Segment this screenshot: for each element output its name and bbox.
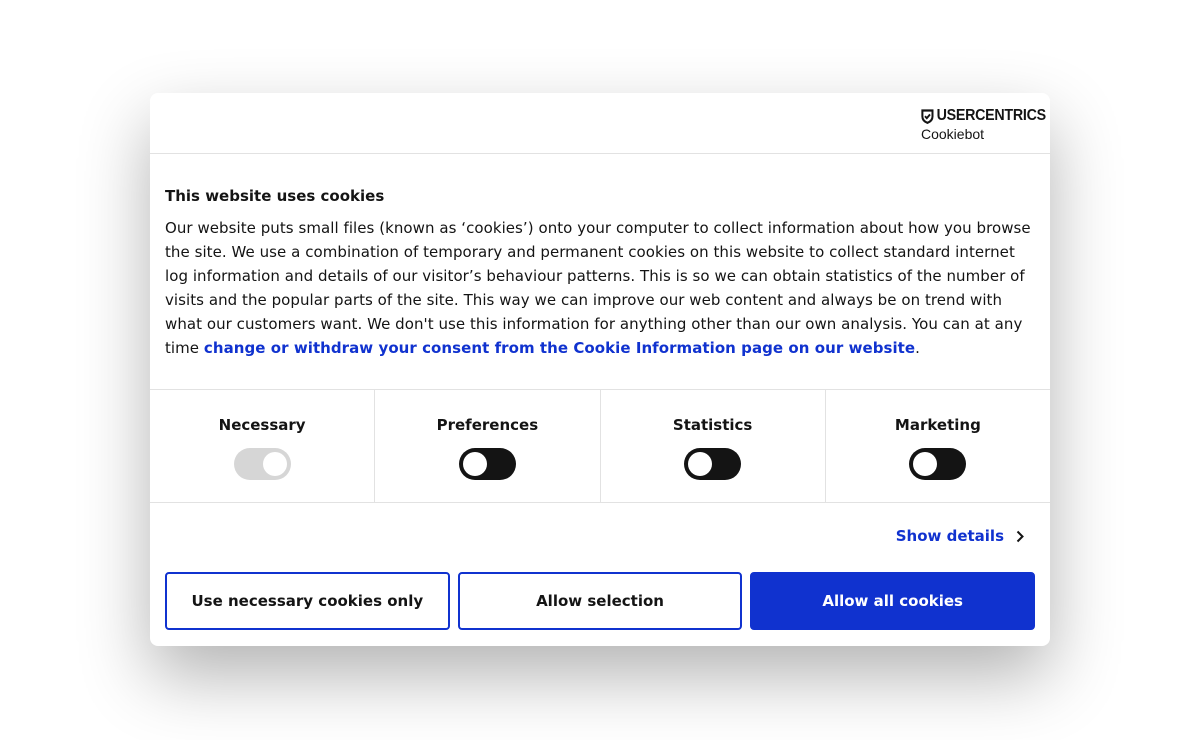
toggle-knob	[688, 452, 712, 476]
toggle-necessary	[234, 448, 291, 480]
shield-check-icon	[921, 109, 934, 124]
use-necessary-only-button[interactable]: Use necessary cookies only	[165, 572, 450, 630]
category-preferences	[375, 390, 600, 502]
consent-description	[165, 216, 1035, 360]
toggle-label-preferences: Preferences	[436, 416, 539, 434]
brand-name: USERCENTRICS	[936, 107, 1046, 124]
cookie-consent-dialog	[150, 93, 1050, 646]
show-details-label: Show details	[895, 527, 1004, 545]
description-text: Our website puts small files (known as ‘cookies’) onto your computer to collect information about how you browse the site. We use a combination of temporary and permanent cookies on this website to collect standard internet log information and details of our visitor’s behaviour patterns. This is so we can obtain statistics of the number of visits and the popular parts of the site. This way we can improve our web content and always be on trend with what our customers want. We don't use this information for anything other than our own analysis. You can at any time	[165, 219, 1031, 357]
toggle-label-statistics: Statistics	[672, 416, 753, 434]
allow-selection-button[interactable]: Allow selection	[458, 572, 743, 630]
toggle-knob	[463, 452, 487, 476]
description-end: .	[915, 339, 920, 357]
toggle-knob	[263, 452, 287, 476]
allow-all-cookies-button[interactable]: Allow all cookies	[750, 572, 1035, 630]
toggle-knob	[913, 452, 937, 476]
usercentrics-cookiebot-logo	[921, 107, 1046, 142]
logo-brand	[921, 107, 1046, 125]
consent-settings-link[interactable]: change or withdraw your consent from the Cookie Information page on our website	[203, 339, 916, 357]
consent-buttons	[150, 572, 1050, 630]
toggle-label-necessary: Necessary	[218, 416, 306, 434]
toggle-statistics[interactable]	[684, 448, 741, 480]
toggle-label-marketing: Marketing	[894, 416, 981, 434]
category-necessary	[150, 390, 375, 502]
show-details-link[interactable]	[896, 527, 1024, 545]
dialog-header	[150, 93, 1050, 154]
dialog-title: This website uses cookies	[165, 187, 385, 205]
category-statistics	[601, 390, 826, 502]
toggle-preferences[interactable]	[459, 448, 516, 480]
category-marketing	[826, 390, 1050, 502]
details-row	[150, 503, 1050, 572]
product-name: Cookiebot	[921, 126, 985, 142]
consent-body	[150, 154, 1050, 390]
chevron-right-icon	[1016, 530, 1024, 543]
consent-category-toggles	[150, 390, 1050, 503]
toggle-marketing[interactable]	[909, 448, 966, 480]
